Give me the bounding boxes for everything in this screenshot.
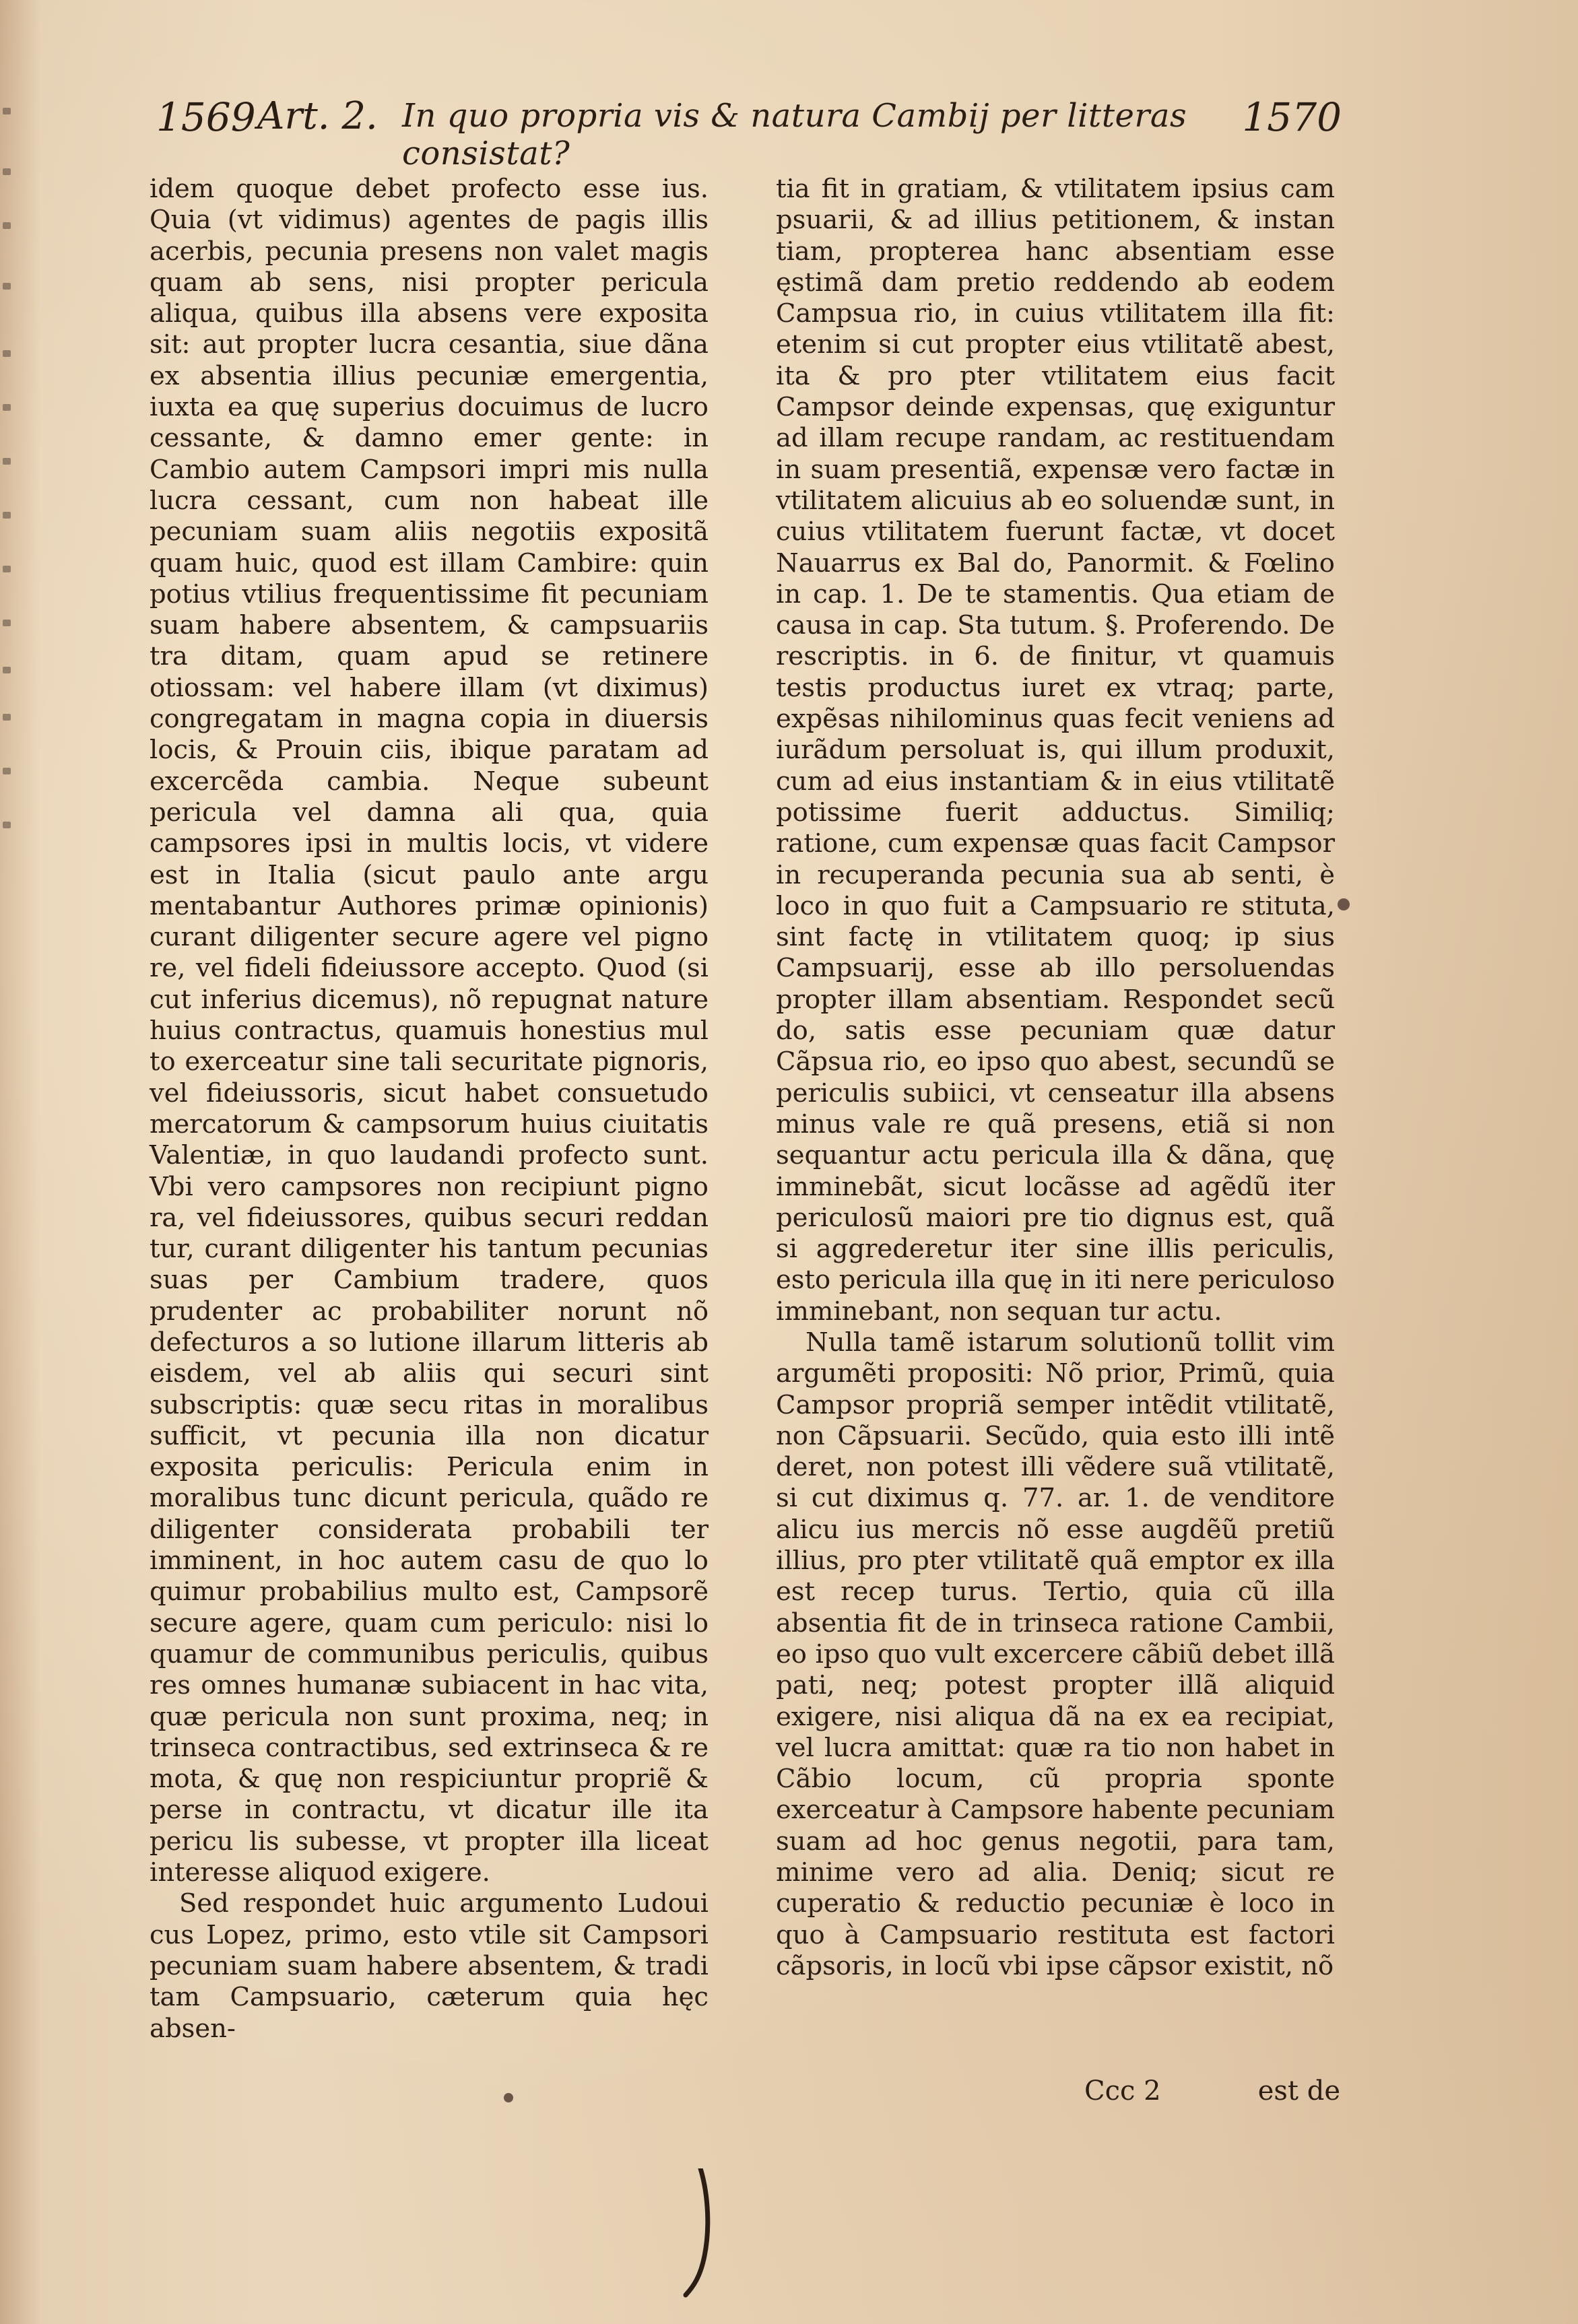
running-title: In quo propria vis & natura Cambij per litteras consistat? (402, 97, 1187, 172)
paragraph: tia fit in gratiam, & vtilitatem ipsius cam psuarii, & ad illius petitionem, & instan tiam, propterea hanc absentiam esse ęstimã dam pretio reddendo ab eodem Campsua rio, in cuius vtilitatem illa fit: etenim si cut propter eius vtilitatẽ abest, ita & pro pter vtilitatem eius facit Campsor deinde expensas, quę exiguntur ad illam recupe randam, ac restituendam in suam presentiã, expensæ vero factæ in vtilitatem alicuius ab eo soluendæ sunt, in cuius vtilitatem fuerunt factæ, vt docet Nauarrus ex Bal do, Panormit. & Fœlino in cap. 1. De te stamentis. Qua etiam de causa in cap. Sta tutum. §. Proferendo. De rescriptis. in 6. de finitur, vt quamuis testis productus iuret ex vtraq; parte, expẽsas nihilominus quas fecit veniens ad iurãdum persoluat is, qui illum produxit, cum ad eius instantiam & in eius vtilitatẽ potissime fuerit adductus. Similiq; ratione, cum expensæ quas facit Campsor in recuperanda pecunia sua ab senti, è loco in quo fuit a Campsuario re stituta, sint factę in vtilitatem quoq; ip sius Campsuarij, esse ab illo persoluendas propter illam absentiam. Respondet secũ do, satis esse pecuniam quæ datur Cãpsua rio, eo ipso quo abest, secundũ se periculis subiici, vt censeatur illa absens minus vale re quã presens, etiã si non sequantur actu pericula illa & dãna, quę imminebãt, sicut locãsse ad agẽdũ iter periculosũ maiori pre tio dignus est, quã si aggrederetur iter sine illis periculis, esto pericula illa quę in iti nere periculoso imminebant, non sequan tur actu. (776, 174, 1335, 1327)
page-footer (1084, 2076, 1340, 2109)
paragraph: Nulla tamẽ istarum solutionũ tollit vim argumẽti propositi: Nõ prior, Primũ, quia Campsor propriã semper intẽdit vtilitatẽ, non Cãpsuarii. Secũdo, quia esto illi intẽ deret, non potest illi vẽdere suã vtilitatẽ, si cut diximus q. 77. ar. 1. de venditore alicu ius mercis nõ esse augdẽũ pretiũ illius, pro pter vtilitatẽ quã emptor ex illa est recep turus. Tertio, quia cũ illa absentia fit de in trinseca ratione Cambii, eo ipso quo vult excercere cãbiũ debet illã pati, neq; potest propter illã aliquid exigere, nisi aliqua dã na ex ea recipiat, vel lucra amittat: quæ ra tio non habet in Cãbio locum, cũ propria sponte exerceatur à Campsore habente pecuniam suam ad hoc genus negotii, para tam, minime vero ad alia. Deniq; sicut re cuperatio & reductio pecuniæ è loco in quo à Campsuario restituta est factori cãpsoris, in locũ vbi ipse cãpsor existit, nõ (776, 1327, 1335, 1981)
article-label: Art. 2. (257, 94, 378, 138)
paragraph: idem quoque debet profecto esse ius. Quia (vt vidimus) agentes de pagis illis acerbis, pecunia presens non valet magis quam ab sens, nisi propter pericula aliqua, quibus illa absens vere exposita sit: aut propter lucra cesantia, siue dãna ex absentia illius pecuniæ emergentia, iuxta ea quę superius docuimus de lucro cessante, & damno emer gente: in Cambio autem Campsori impri mis nulla lucra cessant, cum non habeat ille pecuniam suam aliis negotiis expositã quam huic, quod est illam Cambire: quin potius vtilius frequentissime fit pecuniam suam habere absentem, & campsuariis tra ditam, quam apud se retinere otiossam: vel habere illam (vt diximus) congregatam in magna copia in diuersis locis, & Prouin ciis, ibique paratam ad excercẽda cambia. Neque subeunt pericula vel damna ali qua, quia campsores ipsi in multis locis, vt videre est in Italia (sicut paulo ante argu mentabantur Authores primæ opinionis) curant diligenter secure agere vel pigno re, vel fideli fideiussore accepto. Quod (si cut inferius dicemus), nõ repugnat nature huius contractus, quamuis honestius mul to exerceatur sine tali securitate pignoris, vel fideiussoris, sicut habet consuetudo mercatorum & campsorum huius ciuitatis Valentiæ, in quo laudandi profecto sunt. Vbi vero campsores non recipiunt pigno ra, vel fideiussores, quibus securi reddan tur, curant diligenter his tantum pecunias suas per Cambium tradere, quos prudenter ac probabiliter norunt nõ defecturos a so lutione illarum litteris ab eisdem, vel ab aliis qui securi sint subscriptis: quæ secu ritas in moralibus sufficit, vt pecunia illa non dicatur exposita periculis: Pericula enim in moralibus tunc dicunt pericula, quãdo re diligenter considerata probabili ter imminent, in hoc autem casu de quo lo quimur probabilius multo est, Campsorẽ secure agere, quam cum periculo: nisi lo quamur de communibus periculis, quibus res omnes humanæ subiacent in hac vita, quæ pericula non sunt proxima, neq; in trinseca contractibus, sed extrinseca & re mota, & quę non respiciuntur propriẽ & perse in contractu, vt dicatur ille ita pericu lis subesse, vt propter illa liceat interesse aliquod exigere. (150, 174, 709, 1888)
right-column (776, 174, 1335, 1982)
ink-spot (1338, 898, 1350, 910)
ink-spot (504, 2093, 513, 2102)
page-number-left: 1569 (156, 94, 256, 140)
catchword: est de (1257, 2076, 1340, 2106)
signature-mark: Ccc 2 (1084, 2076, 1161, 2106)
binding-edge-marks (0, 81, 20, 1091)
running-header (156, 94, 1342, 172)
paragraph: Sed respondet huic argumento Ludoui cus Lopez, primo, esto vtile sit Campsori pecuniam suam habere absentem, & tradi tam Campsuario, cæterum quia hęc absen- (150, 1888, 709, 2044)
binding-thread-icon (680, 2168, 721, 2303)
left-column (150, 174, 709, 2045)
page-number-right: 1570 (1242, 94, 1342, 140)
